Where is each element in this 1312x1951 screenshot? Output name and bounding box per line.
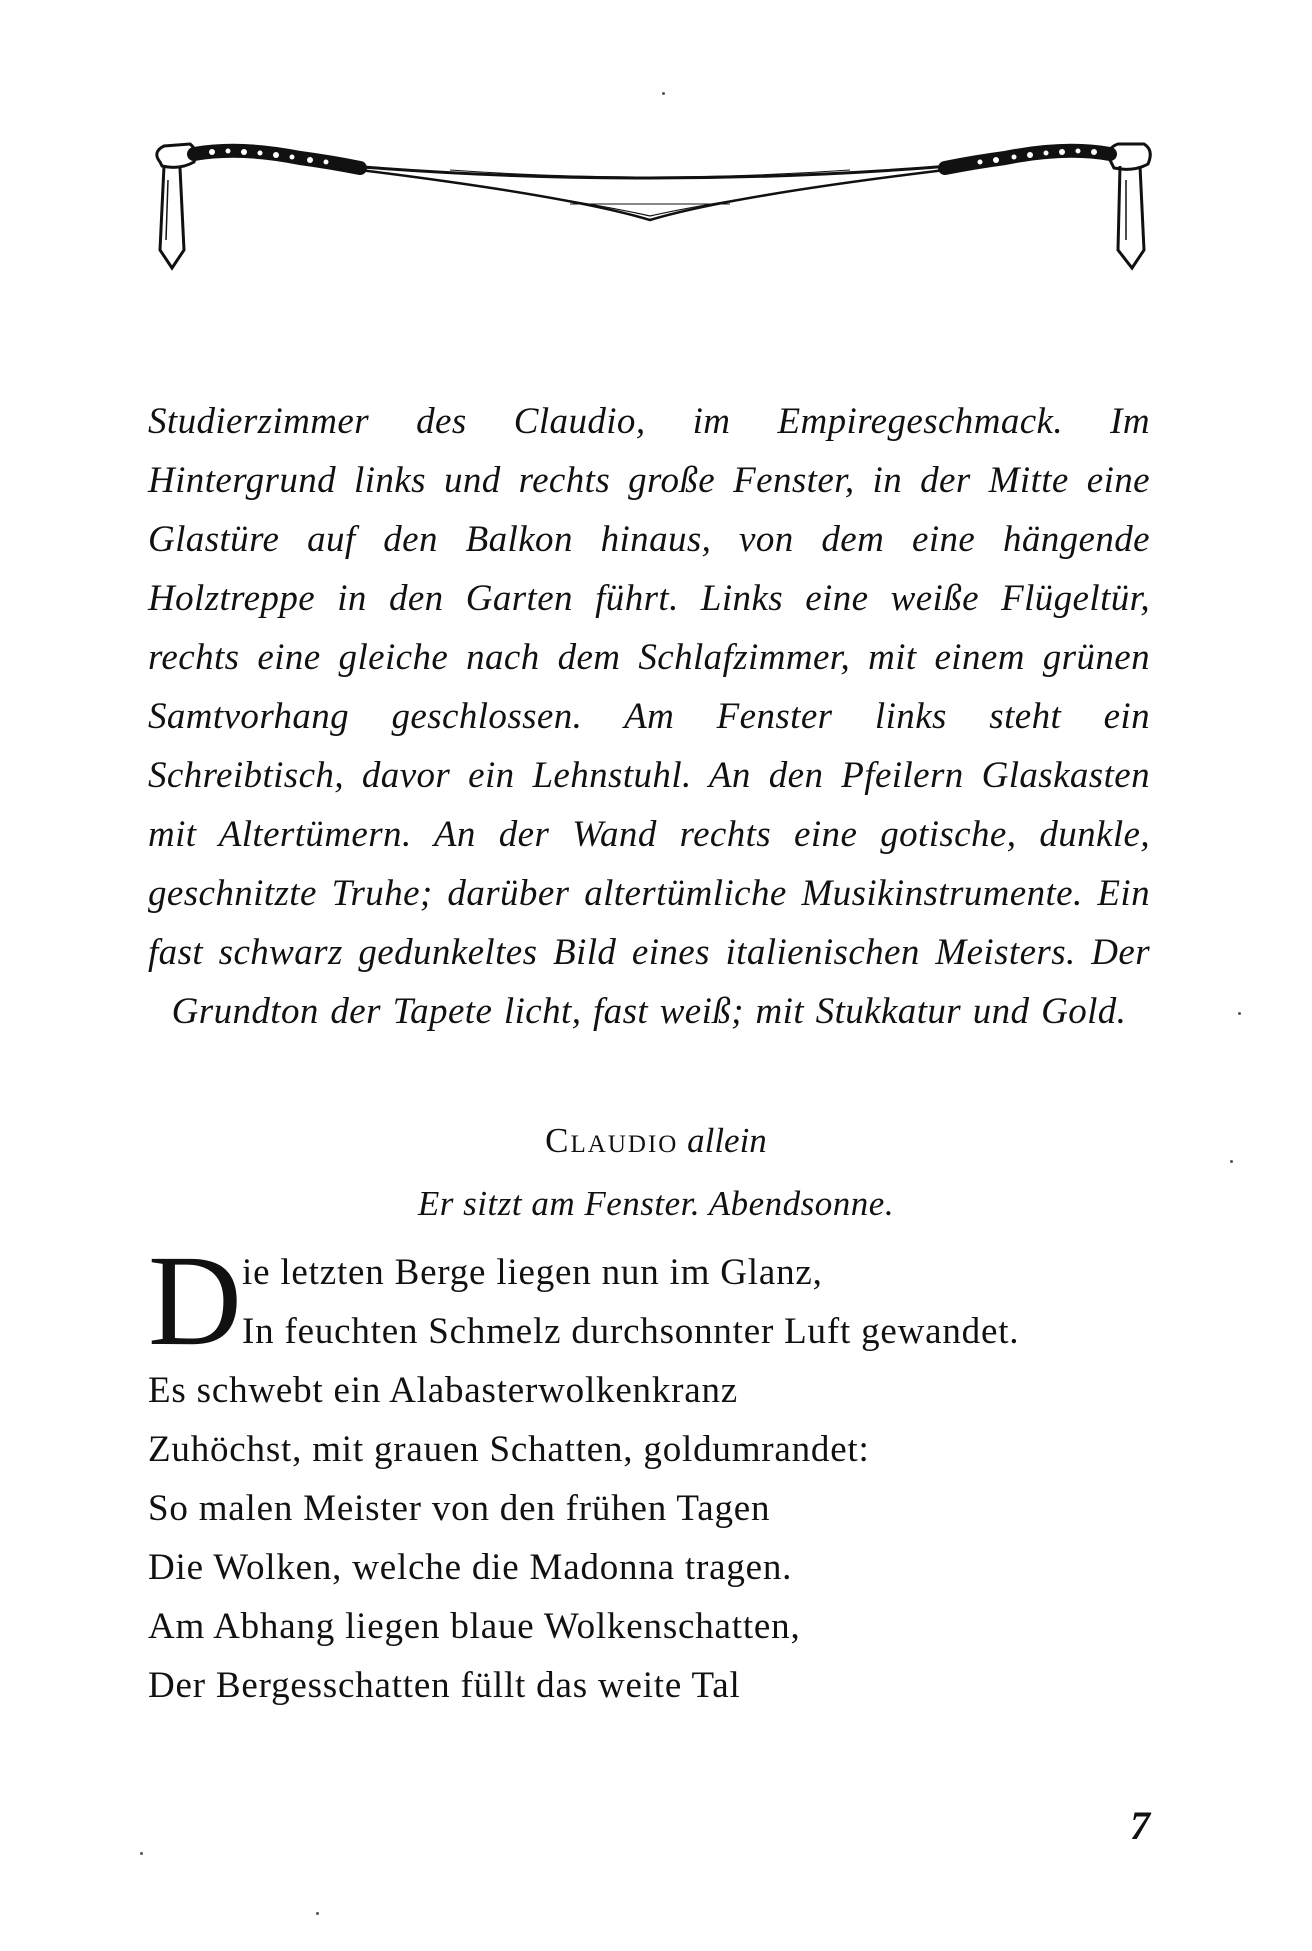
page-number: 7 — [1130, 1803, 1150, 1848]
verse-line: Die Wolken, welche die Madonna tragen. — [148, 1547, 793, 1588]
speaker-name: Claudio — [545, 1121, 679, 1160]
scene-note: Er sitzt am Fenster. Abendsonne. — [417, 1184, 895, 1223]
verse-line: Der Bergesschatten füllt das weite Tal — [148, 1665, 741, 1706]
verse-line: So malen Meister von den frühen Tagen — [148, 1488, 771, 1529]
speaker-heading — [0, 1117, 1312, 1165]
verse-line: ie letzten Berge liegen nun im Glanz, — [242, 1252, 823, 1293]
scan-speck — [662, 92, 665, 95]
speaker-note: allein — [687, 1121, 767, 1160]
verse-line: Es schwebt ein Alabasterwolkenkranz — [148, 1370, 739, 1411]
verse-block — [148, 1229, 1158, 1715]
verse-line: In feuchten Schmelz durchsonnter Luft gewandet. — [242, 1311, 1020, 1352]
drop-cap: D — [148, 1229, 242, 1373]
scan-speck — [140, 1852, 143, 1855]
scan-speck — [1238, 1012, 1241, 1015]
stage-direction: Studierzimmer des Claudio, im Empiregeschmack. Im Hintergrund links und rechts große Fenster, in der Mitte eine Glastüre auf den Balkon hinaus, von dem eine hängende Holztreppe in den Garten führt. Links eine weiße Flügeltür, rechts eine gleiche nach dem Schlafzimmer, mit einem grünen Samtvorhang geschlossen. Am Fenster links steht ein Schreibtisch, davor ein Lehnstuhl. An den Pfeilern Glaskasten mit Altertümern. An der Wand rechts eine gotische, dunkle, geschnitzte Truhe; darüber altertümliche Musikinstrumente. Ein fast schwarz gedunkeltes Bild eines italienischen Meisters. Der Grundton der Tapete licht, fast weiß; mit Stukkatur und Gold. — [148, 401, 1150, 1032]
scan-speck — [316, 1912, 319, 1915]
verse-line: Am Abhang liegen blaue Wolkenschatten, — [148, 1606, 801, 1647]
scan-speck — [1230, 1160, 1233, 1163]
verse-line: Zuhöchst, mit grauen Schatten, goldumrandet: — [148, 1429, 870, 1470]
swag-ornament — [150, 140, 1160, 280]
